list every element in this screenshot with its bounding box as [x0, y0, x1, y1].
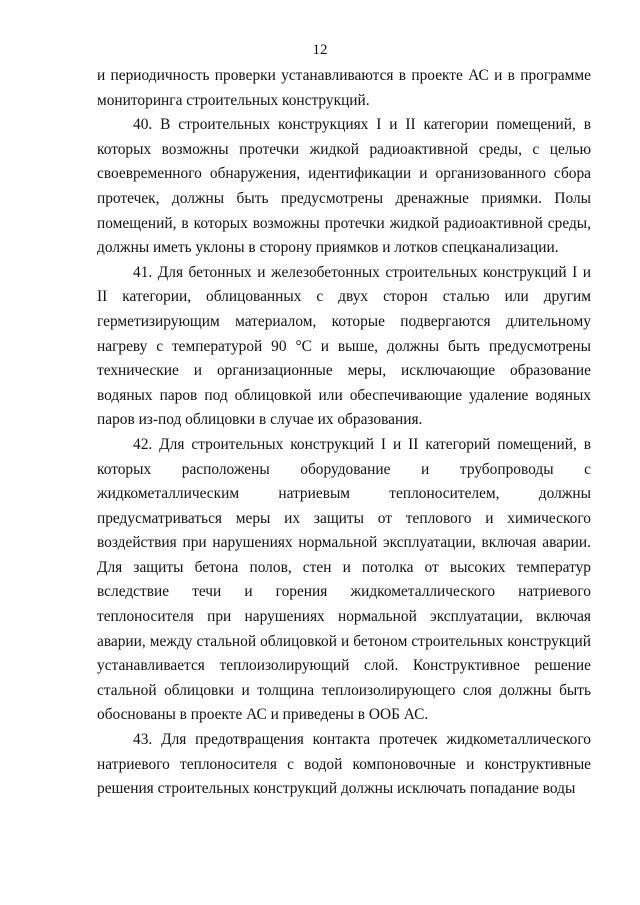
paragraph-43: 43. Для предотвращения контакта протечек жидкометаллического натриевого теплоносителя с водой компоновочные и конструктивные решения строительных конструкций должны исключать попадание воды	[97, 731, 591, 798]
paragraph-42: 42. Для строительных конструкций I и II категорий помещений, в которых расположены оборудование и трубопроводы с жидкометаллическим натриевым теплоносителем, должны предусматриваться меры их защиты от теплового и химического воздействия при нарушениях нормальной эксплуатации, включая аварии. Для защиты бетона полов, стен и потолка от высоких температур вследствие течи и горения жидкометаллического натриевого теплоносителя при нарушениях нормальной эксплуатации, включая аварии, между стальной облицовкой и бетоном строительных конструкций устанавливается теплоизолирующий слой. Конструктивное решение стальной облицовки и толщина теплоизолирующего слоя должны быть обоснованы в проекте АС и приведены в ООБ АС.	[97, 435, 591, 724]
body-text	[97, 64, 591, 802]
paragraph-40: 40. В строительных конструкциях I и II категории помещений, в которых возможны протечки жидкой радиоактивной среды, с целью своевременного обнаружения, идентификации и организованного сбора протечек, должны быть предусмотрены дренажные приямки. Полы помещений, в которых возможны протечки жидкой радиоактивной среды, должны иметь уклоны в сторону приямков и лотков спецканализации.	[97, 116, 591, 257]
paragraph-continuation: и периодичность проверки устанавливаются в проекте АС и в программе мониторинга строительных конструкций.	[97, 67, 591, 109]
paragraph-41: 41. Для бетонных и железобетонных строительных конструкций I и II категории, облицованных с двух сторон сталью или другим герметизирующим материалом, которые подвергаются длительному нагреву с температурой 90 °С и выше, должны быть предусмотрены технические и организационные меры, исключающие образование водяных паров под облицовкой или обеспечивающие удаление водяных паров из-под облицовки в случае их образования.	[97, 263, 591, 429]
page-number: 12	[312, 42, 328, 58]
